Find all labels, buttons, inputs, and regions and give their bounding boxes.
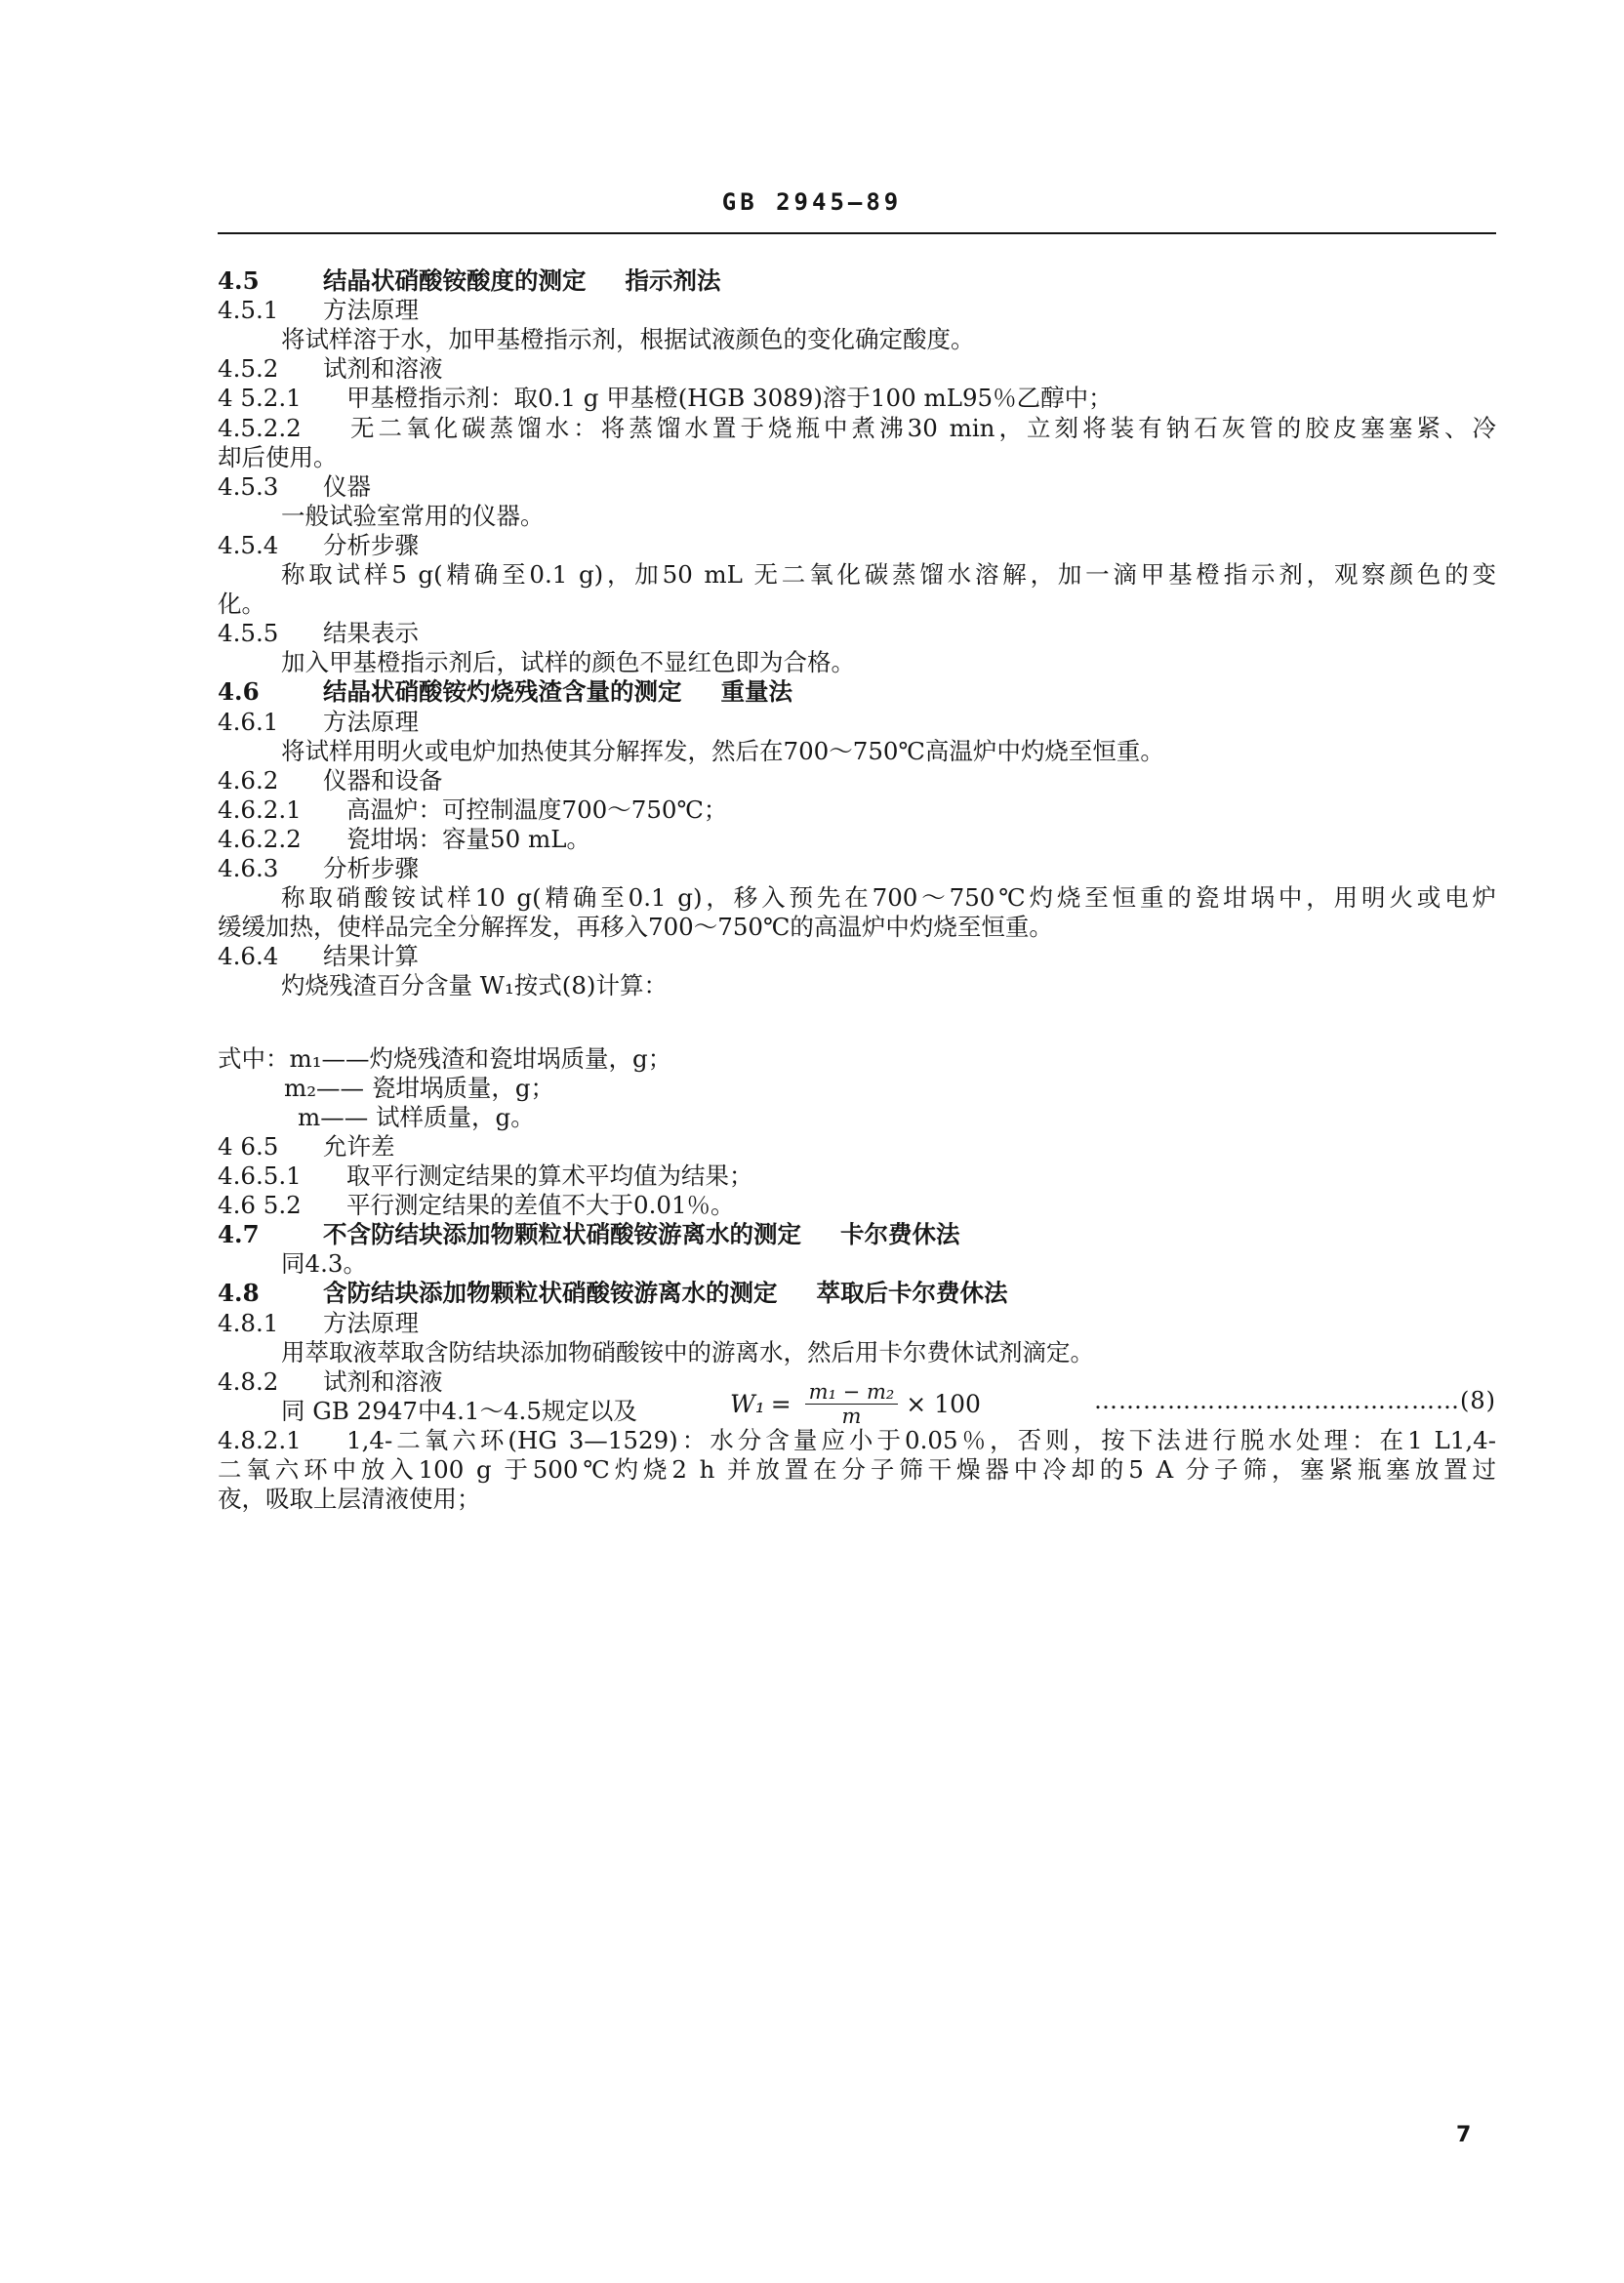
clause-text: 称取硝酸铵试样10 g(精确至0.1 g)，移入预先在700～750℃灼烧至恒重的瓷坩埚中，用明火或电炉 bbox=[281, 883, 1496, 913]
clause-text: 称取试样5 g(精确至0.1 g)，加50 mL 无二氧化碳蒸馏水溶解，加一滴甲基橙指示剂，观察颜色的变 bbox=[281, 560, 1496, 589]
clause-text: 二氧六环中放入100 g 于500℃灼烧2 h 并放置在分子筛干燥器中冷却的5 A 分子筛，塞紧瓶塞放置过 bbox=[218, 1455, 1496, 1484]
text-line bbox=[218, 912, 1496, 943]
text-line bbox=[218, 471, 1496, 503]
text-line bbox=[281, 324, 1496, 355]
text-line bbox=[281, 970, 1496, 1001]
clause-text: 允许差 bbox=[323, 1131, 395, 1161]
text-line bbox=[218, 1131, 1496, 1162]
section-heading bbox=[218, 1278, 1496, 1309]
clause-number: 4.5 bbox=[218, 266, 260, 295]
clause-text: 用萃取液萃取含防结块添加物硝酸铵中的游离水，然后用卡尔费休试剂滴定。 bbox=[281, 1337, 1094, 1366]
text-line bbox=[218, 1484, 1496, 1515]
section-heading bbox=[218, 265, 1496, 297]
text-line bbox=[218, 618, 1496, 649]
text-line bbox=[281, 501, 1496, 532]
clause-text: 瓷坩埚：容量50 mL。 bbox=[346, 824, 590, 853]
clause-text: 试剂和溶液 bbox=[323, 1366, 443, 1396]
formula-denominator: m bbox=[841, 1404, 862, 1428]
text-line bbox=[218, 795, 1496, 826]
text-line bbox=[218, 295, 1496, 326]
section-heading bbox=[218, 1219, 1496, 1250]
clause-text: 方法原理 bbox=[323, 707, 419, 736]
text-line bbox=[218, 1454, 1496, 1486]
clause-number: 4.6.3 bbox=[218, 854, 279, 882]
clause-text: 无二氧化碳蒸馏水：将蒸馏水置于烧瓶中煮沸30 min，立刻将装有钠石灰管的胶皮塞塞紧、冷 bbox=[346, 413, 1496, 442]
text-line bbox=[218, 530, 1496, 561]
clause-number: 4.5.4 bbox=[218, 530, 279, 559]
clause-number: 4.5.1 bbox=[218, 296, 279, 325]
clause-text: 式中：m₁——灼烧残渣和瓷坩埚质量，g； bbox=[218, 1043, 672, 1073]
clause-text: 平行测定结果的差值不大于0.01％。 bbox=[346, 1191, 735, 1220]
clause-number: 4.6.1 bbox=[218, 707, 279, 736]
clause-text: 试剂和溶液 bbox=[323, 354, 443, 384]
text-line bbox=[281, 1248, 1496, 1280]
text-line bbox=[218, 853, 1496, 884]
clause-number: 4.8.1 bbox=[218, 1308, 279, 1337]
clause-number: 4.6.4 bbox=[218, 942, 279, 971]
clause-text: 分析步骤 bbox=[323, 854, 419, 882]
text-line bbox=[281, 647, 1496, 678]
header-rule bbox=[218, 232, 1496, 234]
text-line bbox=[298, 1102, 535, 1133]
clause-text: 结晶状硝酸铵酸度的测定 bbox=[323, 266, 587, 295]
clause-text: 同4.3。 bbox=[281, 1249, 367, 1279]
text-line bbox=[218, 765, 1496, 796]
text-line bbox=[218, 707, 1496, 738]
clause-text: 仪器 bbox=[323, 471, 371, 501]
clause-number: 4.6.5.1 bbox=[218, 1162, 302, 1190]
clause-number: 4.5.2 bbox=[218, 354, 279, 384]
clause-number: 4 6.5 bbox=[218, 1131, 279, 1161]
section-heading bbox=[218, 676, 1496, 708]
clause-number: 4 5.2.1 bbox=[218, 384, 302, 413]
text-line bbox=[281, 1337, 1496, 1368]
clause-text: 同 GB 2947中4.1～4.5规定以及 bbox=[281, 1396, 637, 1425]
formula-8 bbox=[730, 1374, 981, 1433]
clause-text: m—— 试样质量，g。 bbox=[298, 1102, 535, 1131]
text-line bbox=[218, 413, 1496, 444]
clause-text: 夜，吸取上层清液使用； bbox=[218, 1485, 481, 1514]
clause-text: 方法原理 bbox=[323, 1308, 419, 1337]
clause-text: 甲基橙指示剂：取0.1 g 甲基橙(HGB 3089)溶于100 mL95％乙醇中； bbox=[346, 384, 1113, 413]
clause-number: 4.6.2 bbox=[218, 765, 279, 795]
clause-number: 4.8 bbox=[218, 1279, 260, 1308]
method-name: 重量法 bbox=[720, 677, 792, 707]
text-line bbox=[281, 559, 1496, 591]
formula-times: × 100 bbox=[906, 1389, 981, 1418]
clause-number: 4.5.5 bbox=[218, 619, 279, 648]
clause-text: 仪器和设备 bbox=[323, 765, 443, 795]
page-number: 7 bbox=[1456, 2123, 1472, 2147]
clause-text: 结晶状硝酸铵灼烧残渣含量的测定 bbox=[323, 677, 682, 707]
text-line bbox=[218, 1161, 1496, 1192]
text-line bbox=[284, 1073, 554, 1104]
clause-text: 灼烧残渣百分含量 W₁按式(8)计算： bbox=[281, 971, 668, 1000]
clause-text: 结果计算 bbox=[323, 942, 419, 971]
clause-text: 取平行测定结果的算术平均值为结果； bbox=[346, 1162, 753, 1190]
standard-number-header: GB 2945—89 bbox=[721, 188, 903, 216]
clause-number: 4.8.2.1 bbox=[218, 1425, 302, 1454]
clause-number: 4.6.2.2 bbox=[218, 824, 302, 853]
clause-text: 一般试验室常用的仪器。 bbox=[281, 501, 545, 530]
text-line bbox=[218, 442, 1496, 473]
clause-number: 4.6 5.2 bbox=[218, 1191, 302, 1220]
clause-text: 1,4-二氧六环(HG 3—1529)：水分含量应小于0.05％，否则，按下法进行脱水处理：在1 L1,4- bbox=[346, 1425, 1496, 1454]
clause-number: 4.5.2.2 bbox=[218, 413, 302, 442]
text-line bbox=[218, 353, 1496, 385]
clause-number: 4.5.3 bbox=[218, 471, 279, 501]
text-line bbox=[218, 1308, 1496, 1339]
formula-lhs: W₁ bbox=[730, 1389, 765, 1418]
clause-text: 结果表示 bbox=[323, 619, 419, 648]
clause-text: 高温炉：可控制温度700～750℃； bbox=[346, 795, 728, 824]
text-line bbox=[218, 1043, 1496, 1075]
clause-number: 4.6.2.1 bbox=[218, 795, 302, 824]
formula-label-leader bbox=[1077, 1387, 1496, 1414]
clause-text: 加入甲基橙指示剂后，试样的颜色不显红色即为合格。 bbox=[281, 648, 855, 677]
clause-text: 将试样用明火或电炉加热使其分解挥发，然后在700～750℃高温炉中灼烧至恒重。 bbox=[281, 736, 1164, 765]
clause-number: 4.8.2 bbox=[218, 1366, 279, 1396]
text-line bbox=[281, 736, 1496, 767]
text-line bbox=[218, 1190, 1496, 1221]
clause-text: 不含防结块添加物颗粒状硝酸铵游离水的测定 bbox=[323, 1220, 801, 1249]
clause-text: 却后使用。 bbox=[218, 442, 338, 471]
clause-text: 含防结块添加物颗粒状硝酸铵游离水的测定 bbox=[323, 1279, 778, 1308]
method-name: 萃取后卡尔费休法 bbox=[816, 1279, 1008, 1308]
clause-number: 4.6 bbox=[218, 677, 260, 707]
clause-text: 缓缓加热，使样品完全分解挥发，再移入700～750℃的高温炉中灼烧至恒重。 bbox=[218, 913, 1053, 942]
clause-text: 方法原理 bbox=[323, 296, 419, 325]
method-name: 卡尔费休法 bbox=[840, 1220, 960, 1249]
text-line bbox=[218, 824, 1496, 855]
text-line bbox=[218, 383, 1496, 414]
clause-text: m₂—— 瓷坩埚质量，g； bbox=[284, 1073, 555, 1102]
formula-fraction bbox=[805, 1380, 899, 1428]
text-line bbox=[281, 882, 1496, 914]
clause-text: 化。 bbox=[218, 590, 265, 619]
formula-dots: ……………………………………… bbox=[1094, 1387, 1460, 1414]
clause-text: 分析步骤 bbox=[323, 530, 419, 559]
text-line bbox=[218, 589, 1496, 620]
method-name: 指示剂法 bbox=[625, 266, 721, 295]
text-line bbox=[218, 941, 1496, 972]
formula-equals: = bbox=[770, 1389, 792, 1418]
formula-numerator: m₁ − m₂ bbox=[805, 1380, 899, 1405]
clause-text: 将试样溶于水，加甲基橙指示剂，根据试液颜色的变化确定酸度。 bbox=[281, 325, 975, 354]
formula-label: (8) bbox=[1460, 1387, 1496, 1414]
clause-number: 4.7 bbox=[218, 1220, 260, 1249]
